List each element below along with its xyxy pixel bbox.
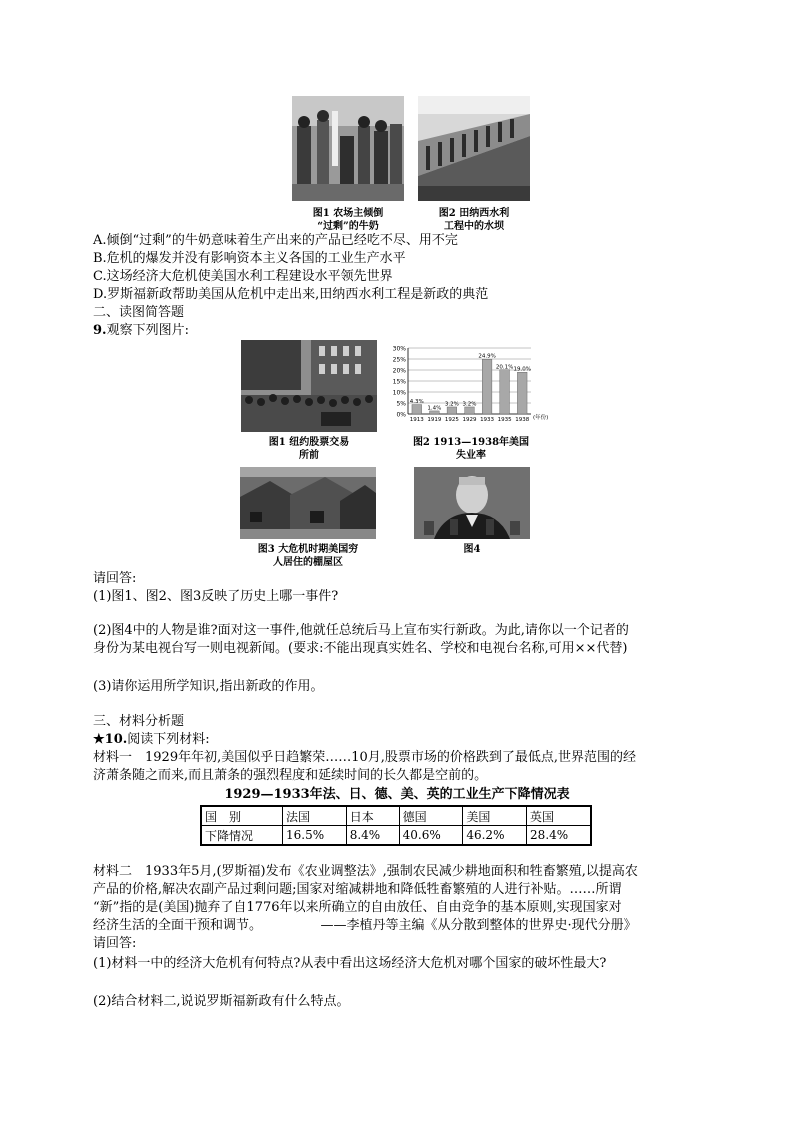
bar-value-label: 24.9% [478, 353, 496, 360]
bar-value-label: 4.3% [409, 399, 424, 406]
option-b: B.危机的爆发并没有影响资本主义各国的工业生产水平 [93, 251, 406, 266]
table-cell: 16.5% [283, 826, 347, 846]
fig1-caption-line2: “过剩”的牛奶 [317, 221, 379, 232]
q10-material2-line3: “新”指的是(美国)抛弃了自1776年以来所确立的自由放任、自由竞争的基本原则,实现国家对 [93, 900, 622, 915]
x-tick-label: 1938 [515, 417, 530, 423]
q10-material1-line2: 济萧条随之而来,而且萧条的强烈程度和延续时间的长久都是空前的。 [93, 768, 488, 783]
production-decline-table [200, 805, 592, 846]
table-cell: 40.6% [399, 826, 463, 846]
fig2-caption-line1: 图2 田纳西水利 [438, 208, 510, 219]
table-header-row [201, 806, 591, 826]
option-c: C.这场经济大危机使美国水利工程建设水平领先世界 [93, 269, 393, 284]
q9-fig4-caption: 图4 [463, 544, 481, 555]
table-cell: 美国 [463, 806, 527, 826]
q10-answer-prompt: 请回答: [93, 936, 137, 951]
bar [412, 405, 422, 414]
table-row [201, 826, 591, 846]
y-tick-label: 30% [392, 345, 406, 353]
fig2-caption-line2: 工程中的水坝 [444, 221, 504, 232]
y-tick-label: 25% [392, 356, 406, 364]
option-d: D.罗斯福新政帮助美国从危机中走出来,田纳西水利工程是新政的典范 [93, 287, 489, 302]
y-tick-label: 20% [392, 367, 406, 375]
q10-material2-line4: 经济生活的全面干预和调节。 ——李植丹等主编《从分散到整体的世界史·现代分册》 [93, 918, 637, 933]
bar [447, 407, 457, 414]
q9-answer-prompt: 请回答: [93, 571, 137, 586]
table-cell: 28.4% [527, 826, 591, 846]
q9-fig3-caption-line2: 人居住的棚屋区 [273, 557, 343, 568]
option-a: A.倾倒“过剩”的牛奶意味着生产出来的产品已经吃不尽、用不完 [93, 233, 458, 248]
y-tick-label: 0% [396, 411, 406, 419]
bar [465, 407, 475, 414]
milk-dumping-photo [292, 96, 404, 201]
bar [517, 372, 527, 414]
q9-stem-text: 观察下列图片: [106, 323, 189, 338]
q9-sub2-line1: (2)图4中的人物是谁?面对这一事件,他就任总统后马上宣布实行新政。为此,请你以一个记者的 [93, 623, 629, 638]
table-cell: 46.2% [463, 826, 527, 846]
bar-value-label: 1.4% [427, 405, 442, 412]
roosevelt-portrait-photo [414, 467, 530, 539]
table-cell: 德国 [399, 806, 463, 826]
production-table-title: 1929—1933年法、日、德、美、英的工业生产下降情况表 [224, 787, 570, 802]
q9-stem [93, 322, 189, 340]
unemployment-bar-chart [386, 344, 566, 434]
section-2-title: 二、读图简答题 [93, 305, 185, 320]
x-tick-label: 1925 [444, 417, 459, 423]
q9-fig2-caption-line2: 失业率 [456, 450, 486, 461]
q9-fig2-caption-line1: 图2 1913—1938年美国 [412, 437, 530, 448]
tva-dam-photo [418, 96, 530, 201]
x-tick-label: 1919 [427, 417, 442, 423]
bar-value-label: 19.0% [513, 366, 531, 373]
q10-number: ★10. [93, 732, 128, 747]
fig1-caption-line1: 图1 农场主倾倒 [312, 208, 384, 219]
q10-material1-line1: 材料一 1929年年初,美国似乎日趋繁荣……10月,股票市场的价格跌到了最低点,世界范围的经 [93, 750, 637, 765]
table-cell: 日本 [346, 806, 399, 826]
y-tick-label: 10% [392, 389, 406, 397]
q9-sub2-line2: 身份为某电视台写一则电视新闻。(要求:不能出现真实姓名、学校和电视台名称,可用××代替) [93, 641, 628, 656]
table-cell: 8.4% [346, 826, 399, 846]
table-cell: 英国 [527, 806, 591, 826]
bar-value-label: 3.2% [444, 401, 459, 408]
stock-exchange-photo [241, 340, 377, 432]
x-tick-label: 1929 [462, 417, 477, 423]
q10-material2-line1: 材料二 1933年5月,(罗斯福)发布《农业调整法》,强制农民减少耕地面积和牲畜繁殖,以提高农 [93, 864, 638, 879]
q10-stem [93, 731, 210, 749]
q9-sub3: (3)请你运用所学知识,指出新政的作用。 [93, 679, 324, 694]
x-axis-label: (年份) [533, 415, 549, 421]
q10-sub2: (2)结合材料二,说说罗斯福新政有什么特点。 [93, 994, 350, 1009]
q9-fig3-caption-line1: 图3 大危机时期美国穷 [257, 544, 359, 555]
q9-fig1-caption-line1: 图1 纽约股票交易 [268, 437, 350, 448]
shanty-town-photo [240, 467, 376, 539]
table-cell: 下降情况 [201, 826, 283, 846]
table-cell: 国 别 [201, 806, 283, 826]
x-tick-label: 1933 [480, 417, 495, 423]
q9-number: 9. [93, 323, 107, 338]
bar-value-label: 20.1% [495, 364, 514, 371]
x-tick-label: 1935 [497, 417, 512, 423]
section-3-title: 三、材料分析题 [93, 714, 185, 729]
bar-value-label: 3.2% [462, 401, 477, 408]
bar [482, 359, 492, 414]
q10-material2-line2: 产品的价格,解决农副产品过剩问题;国家对缩减耕地和降低牲畜繁殖的人进行补贴。……所谓 [93, 882, 622, 897]
y-tick-label: 15% [392, 378, 406, 386]
y-tick-label: 5% [396, 400, 406, 408]
table-cell: 法国 [283, 806, 347, 826]
q10-stem-text: 阅读下列材料: [127, 732, 210, 747]
q9-sub1: (1)图1、图2、图3反映了历史上哪一事件? [93, 589, 339, 604]
q10-sub1: (1)材料一中的经济大危机有何特点?从表中看出这场经济大危机对哪个国家的破坏性最大? [93, 956, 607, 971]
x-tick-label: 1913 [409, 417, 424, 423]
bar [500, 370, 510, 414]
q9-fig1-caption-line2: 所前 [299, 450, 319, 461]
